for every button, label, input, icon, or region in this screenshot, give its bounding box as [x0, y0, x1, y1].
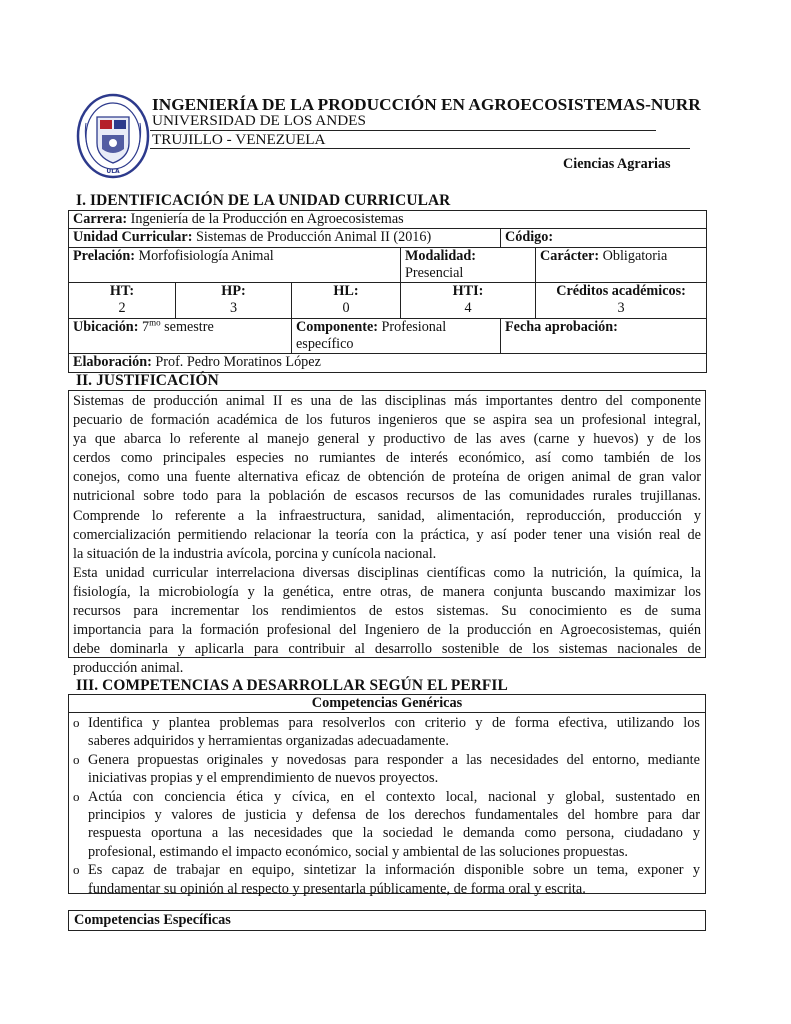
justificacion-line: conejos, como una fuente alternativa eficaz de obtención de proteína de origen animal de gran valor [73, 469, 701, 486]
section-justificacion-title: II. JUSTIFICACIÓN [76, 372, 219, 389]
justificacion-line: Comprende lo referente a la infraestructura, sanidad, alimentación, reproducción, producción y [73, 507, 701, 524]
justificacion-line: Esta unidad curricular interrelaciona diversas disciplinas científicas como la nutrición, la química, la [73, 564, 701, 581]
identification-table [68, 210, 707, 373]
hp-cell: HP: 3 [176, 283, 292, 319]
justificacion-line: ya que abarca lo referente al manejo general y productivo de las aves (carne y huevos) y de los [73, 431, 701, 448]
competencias-genericas-title: Competencias Genéricas [69, 695, 705, 713]
competencia-item: o Genera propuestas originales y novedosas para responder a las necesidades del entorno, mediante iniciativas propias y el emprendimiento de nuevos proyectos. [70, 751, 700, 788]
justificacion-box [68, 390, 706, 677]
componente-cell: Componente: Profesional específico [292, 319, 501, 354]
unidad-curricular-cell: Unidad Curricular: Sistemas de Producción Animal II (2016) [69, 229, 501, 248]
university-seal-logo [76, 93, 150, 179]
modalidad-cell: Modalidad: Presencial [401, 248, 536, 283]
hl-cell: HL: 0 [292, 283, 401, 319]
section-competencias-title: III. COMPETENCIAS A DESARROLLAR SEGÚN EL PERFIL [76, 677, 508, 694]
justificacion-line: debe dominarla y aplicarla para contribuir al desarrollo sostenible de los sistemas nacionales de [73, 641, 701, 658]
ubicacion-cell: Ubicación: $7^{mo}$ semestre [69, 319, 292, 354]
ht-cell: HT: 2 [69, 283, 176, 319]
svg-text:ULA: ULA [106, 168, 120, 175]
university-location: TRUJILLO - VENEZUELA [152, 131, 326, 148]
justificacion-line: producción animal. [73, 660, 184, 677]
justificacion-line: comercialización permitiendo relacionar la teoría con la práctica, y así poder tener una visión real de [73, 526, 701, 543]
hti-cell: HTI: 4 [401, 283, 536, 319]
competencias-especificas-box: Competencias Específicas [68, 910, 706, 931]
justificacion-line: la situación de la industria avícola, porcina y cunícola nacional. [73, 545, 437, 562]
justificacion-line: importancia para la formación profesional del Ingeniero de la producción en Agroecosistemas, quién [73, 622, 701, 639]
competencias-genericas-box [68, 694, 706, 897]
carrera-cell: Carrera: Ingeniería de la Producción en Agroecosistemas [69, 211, 707, 229]
program-title: INGENIERÍA DE LA PRODUCCIÓN EN AGROECOSISTEMAS-NURR [152, 95, 701, 114]
competencia-item: o Identifica y plantea problemas para resolverlos con criterio y de forma efectiva, utilizando los saberes adquiridos y herramientas organizadas adecuadamente. [70, 714, 700, 751]
justificacion-line: Sistemas de producción animal II es una de las disciplinas más importantes dentro del componente [73, 393, 701, 409]
justificacion-line: cerdos como principales especies no rumiantes de interés económico, así como también de los [73, 450, 701, 467]
elaboracion-cell: Elaboración: Prof. Pedro Moratinos López [69, 354, 707, 373]
justificacion-line: pecuario de formación académica de los futuros ingenieros que se aspira sea un profesional integral, [73, 412, 701, 429]
justificacion-line: nutricional sobre todo para la población de escasos recursos de las comunidades rurales trujillanas. [73, 488, 701, 505]
justificacion-line: fisiología, la microbiología y la genética, entre otras, de manera conjunta buscando maximizar los [73, 583, 701, 600]
section-identification-title: I. IDENTIFICACIÓN DE LA UNIDAD CURRICULAR [76, 192, 451, 209]
prelacion-cell: Prelación: Morfofisiología Animal [69, 248, 401, 283]
area-label: Ciencias Agrarias [563, 156, 671, 172]
justificacion-line: recursos para incrementar los rendimientos de estos sistemas. Su conocimiento es de suma [73, 603, 701, 620]
competencia-item: o Actúa con conciencia ética y cívica, en el contexto local, nacional y global, sustentado en principios y valores de justicia y defensa de los derechos fundamentales del hombre para dar respuesta oportuna a las necesidades que la sociedad le demanda como persona, ciudadano y profesional, estimando el impacto económico, social y ambiental de las soluciones propuestas. [70, 788, 700, 862]
creditos-cell: Créditos académicos: 3 [536, 283, 707, 319]
caracter-cell: Carácter: Obligatoria [536, 248, 707, 283]
fecha-aprobacion-cell: Fecha aprobación: [501, 319, 707, 354]
competencia-item: o Es capaz de trabajar en equipo, sintetizar la información disponible sobre un tema, exponer y fundamentar su opinión al respecto y presentarla públicamente, de forma oral y escrita. [70, 861, 700, 898]
university-name: UNIVERSIDAD DE LOS ANDES [152, 112, 366, 129]
codigo-cell: Código: [501, 229, 707, 248]
competencias-genericas-list [69, 713, 705, 898]
